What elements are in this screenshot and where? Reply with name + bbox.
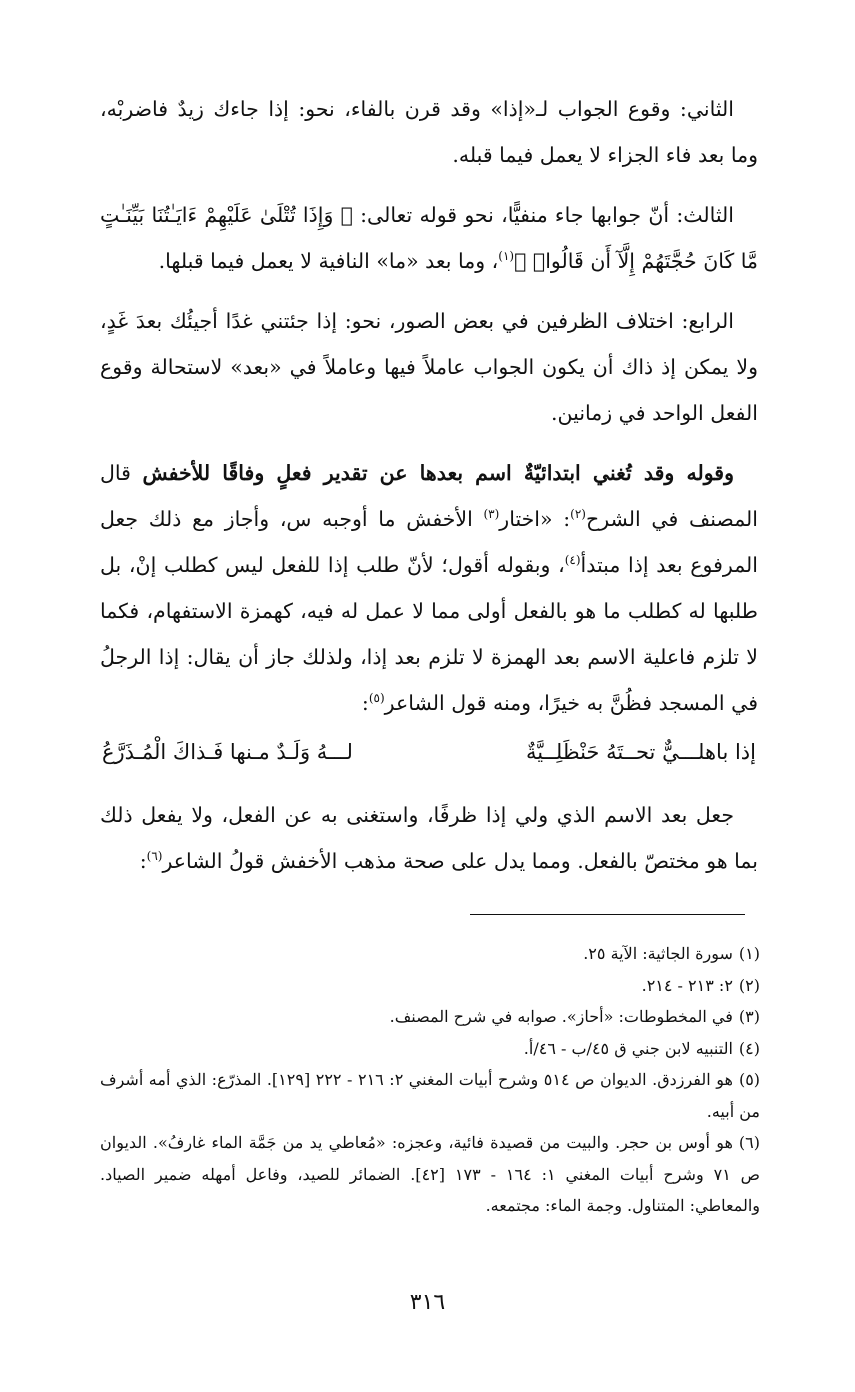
verse-second-hemistich: لـــهُ وَلَـدٌ مـنها فَـذاكَ الْمُـذَرَّعُ xyxy=(102,740,353,764)
footnote-1: (١)سورة الجاثية: الآية ٢٥. xyxy=(583,944,760,963)
footnote-ref-3[interactable]: (٣) xyxy=(483,507,500,522)
paragraph-fourth-point: الرابع: اختلاف الظرفين في بعض الصور، نحو: إذا جئتني غدًا أجيئُك بعدَ غَدٍ، ولا يمكن إذ ذاك أن يكون الجواب عاملاً فيها وعاملاً في «بعد» لاستحالة وقوع الفعل الواحد في زمانين. xyxy=(100,309,758,425)
footnote-5: (٥)هو الفرزدق. الديوان ص ٥١٤ وشرح أبيات المغني ٢: ٢١٦ - ٢٢٢ [١٢٩]. المذرّع: الذي أمه أشرف من أبيه. xyxy=(100,1070,761,1121)
footnote-2: (٢)٢: ٢١٣ - ٢١٤. xyxy=(641,975,760,995)
commentary-lemma: وقوله وقد تُغني ابتدائيّةٌ اسم بعدها عن تقدير فعلٍ وفاقًا للأخفش xyxy=(142,461,734,485)
main-text xyxy=(100,86,758,898)
paragraph-second-point: الثاني: وقوع الجواب لـ«إذا» وقد قرن بالفاء، نحو: إذا جاءك زيدٌ فاضربْه، وما بعد فاء الجزاء لا يعمل فيما قبله. xyxy=(100,97,758,167)
footnote-ref-6[interactable]: (٦) xyxy=(146,849,163,864)
page-number: ٣١٦ xyxy=(409,1290,446,1315)
footnote-3: (٣)في المخطوطات: «أحاز». صوابه في شرح المصنف. xyxy=(389,1007,760,1026)
footnotes xyxy=(100,938,760,1222)
footnote-ref-4[interactable]: (٤) xyxy=(564,553,581,568)
paragraph-akhfash: وقوله وقد تُغني ابتدائيّةٌ اسم بعدها عن تقدير فعلٍ وفاقًا للأخفش قال المصنف في الشرح$^{(٢)}$: «اختار$^{(٣)}$ الأخفش ما أوجبه س، وأجاز مع ذلك جعل المرفوع بعد إذا مبتدأ$^{(٤)}$، وبقوله أقول؛ لأنّ طلب إذا للفعل ليس كطلب إنْ، بل طلبها له كطلب ما هو بالفعل أولى مما لا عمل له فيه، كهمزة الاستفهام، فكما لا تلزم فاعلية الاسم بعد الهمزة لا تلزم بعد إذا، ولذلك جاز أن يقال: إذا الرجلُ في المسجد فظُنَّ به خيرًا، ومنه قول الشاعر$^{(٥)}$: xyxy=(100,461,758,715)
paragraph-third-point: الثالث: أنّ جوابها جاء منفيًّا، نحو قوله تعالى: ﴿ وَإِذَا تُتْلَىٰ عَلَيْهِمْ ءَايَـٰتُنَا بَيِّنَـٰتٍ مَّا كَانَ حُجَّتَهُمْ إِلَّآ أَن قَالُوا۟ ﴾$^{(١)}$، وما بعد «ما» النافية لا يعمل فيما قبلها. xyxy=(100,203,758,273)
verse-first-hemistich: إذا باهلـــيٌّ تحــتَهُ حَنْظَلِــيَّةٌ xyxy=(526,740,756,764)
footnote-4: (٤)التنبيه لابن جني ق ٤٥/ب - ٤٦/أ. xyxy=(523,1038,760,1058)
footnote-ref-2[interactable]: (٢) xyxy=(570,507,586,522)
quran-verse: ﴿ وَإِذَا تُتْلَىٰ عَلَيْهِمْ ءَايَـٰتُنَا بَيِّنَـٰتٍ مَّا كَانَ حُجَّتَهُمْ إِلَّآ أَن قَالُوا۟ ﴾ xyxy=(100,203,758,273)
footnote-ref-5[interactable]: (٥) xyxy=(368,691,385,706)
paragraph-conclusion: جعل بعد الاسم الذي ولي إذا ظرفًا، واستغنى به عن الفعل، ولا يفعل ذلك بما هو مختصّ بالفعل. ومما يدل على صحة مذهب الأخفش قولُ الشاعر$^{(٦)}$: xyxy=(100,803,758,873)
footnote-6: (٦)هو أوس بن حجر. والبيت من قصيدة فائية، وعجزه: «مُعاطي يد من جَمَّة الماء غارفُ». الديوان ص ٧١ وشرح أبيات المغني ١: ١٦٤ - ١٧٣ [٤٢]. الضمائر للصيد، وفاعل أمهله ضمير الصياد. والمعاطي: المتناول. وجمة الماء: مجتمعه. xyxy=(100,1133,761,1215)
footnote-ref-1[interactable]: (١) xyxy=(498,249,515,264)
footnote-separator xyxy=(470,914,745,915)
poem-verse xyxy=(100,732,758,772)
